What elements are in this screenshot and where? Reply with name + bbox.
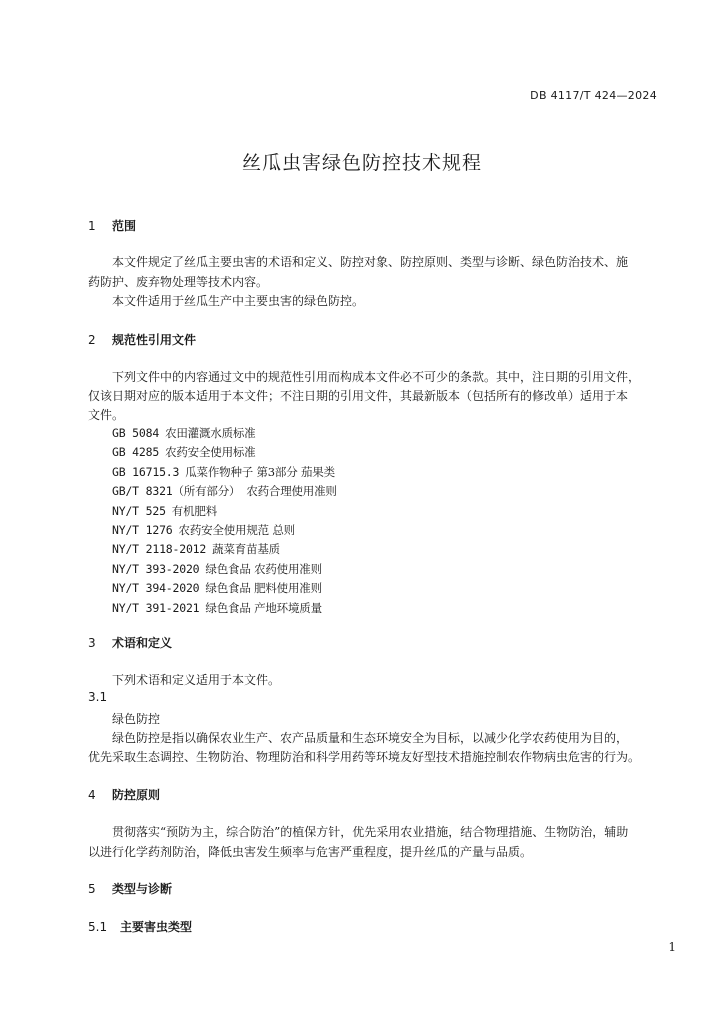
subsection-heading-main-pests xyxy=(88,918,192,935)
reference-item xyxy=(112,483,337,499)
reference-name: 农药合理使用准则 xyxy=(246,484,337,499)
reference-item xyxy=(112,580,322,596)
section-heading-scope xyxy=(88,217,136,234)
section-heading-principles xyxy=(88,786,160,803)
paragraph-line: 以进行化学药剂防治，降低虫害发生频率与危害严重程度，提升丝瓜的产量与品质。 xyxy=(88,845,533,859)
reference-code: GB 5084 xyxy=(112,426,160,440)
section-title: 规范性引用文件 xyxy=(112,333,197,347)
section-title: 防控原则 xyxy=(112,788,161,802)
reference-name: 绿色食品 农药使用准则 xyxy=(205,561,322,576)
section-title: 术语和定义 xyxy=(112,636,173,650)
reference-name: 有机肥料 xyxy=(171,503,217,518)
reference-code: NY/T 525 xyxy=(112,503,166,518)
reference-item xyxy=(112,561,322,577)
section-number: 1 xyxy=(88,219,96,233)
reference-code: GB 16715.3 xyxy=(112,464,180,479)
reference-code: NY/T 391-2021 xyxy=(112,600,200,615)
section-title: 类型与诊断 xyxy=(112,882,173,896)
standard-code: DB 4117/T 424—2024 xyxy=(530,89,657,102)
paragraph-line: 下列术语和定义适用于本文件。 xyxy=(112,673,281,687)
reference-item xyxy=(112,425,255,441)
subsection-number: 5.1 xyxy=(88,920,108,934)
reference-name: 农药安全使用规范 总则 xyxy=(178,523,295,537)
section-heading-normative-references xyxy=(88,331,196,348)
section-number: 2 xyxy=(88,333,96,347)
paragraph-line: 文件。 xyxy=(88,408,125,422)
reference-code: NY/T 393-2020 xyxy=(112,561,200,576)
section-heading-terms xyxy=(88,634,172,651)
paragraph-line: 优先采取生态调控、生物防治、物理防治和科学用药等环境友好型技术措施控制农作物病虫危害的行为。 xyxy=(88,750,641,764)
paragraph-line: 本文件适用于丝瓜生产中主要虫害的绿色防控。 xyxy=(112,294,365,308)
section-number: 5 xyxy=(88,882,96,896)
term-name: 绿色防控 xyxy=(112,712,161,726)
paragraph-line: 下列文件中的内容通过文中的规范性引用而构成本文件必不可少的条款。其中，注日期的引用文件， xyxy=(112,370,641,384)
reference-code: NY/T 2118-2012 xyxy=(112,542,207,557)
term-number: 3.1 xyxy=(88,690,108,704)
reference-item xyxy=(112,541,280,557)
paragraph-line: 贯彻落实“预防为主，综合防治”的植保方针，优先采用农业措施，结合物理措施、生物防治，辅助 xyxy=(112,825,629,839)
reference-name: 瓜菜作物种子 第3部分 茄果类 xyxy=(185,464,335,479)
reference-name: 农田灌溉水质标准 xyxy=(165,426,256,440)
paragraph-line: 绿色防控是指以确保农业生产、农产品质量和生态环境安全为目标，以减少化学农药使用为目的， xyxy=(112,731,629,745)
paragraph-line: 药防护、废弃物处理等技术内容。 xyxy=(88,275,269,289)
subsection-title: 主要害虫类型 xyxy=(120,920,193,934)
reference-code: NY/T 394-2020 xyxy=(112,581,200,596)
reference-name: 绿色食品 肥料使用准则 xyxy=(205,581,322,596)
reference-item xyxy=(112,503,217,519)
section-number: 4 xyxy=(88,788,96,802)
reference-code: GB 4285 xyxy=(112,445,160,460)
paragraph-line: 本文件规定了丝瓜主要虫害的术语和定义、防控对象、防控原则、类型与诊断、绿色防治技术、施 xyxy=(112,255,629,269)
section-number: 3 xyxy=(88,636,96,650)
page-number: 1 xyxy=(668,940,676,954)
reference-name: 绿色食品 产地环境质量 xyxy=(205,600,322,615)
reference-item xyxy=(112,444,255,460)
reference-item xyxy=(112,464,335,480)
reference-name: 农药安全使用标准 xyxy=(165,445,256,460)
paragraph-line: 仅该日期对应的版本适用于本文件；不注日期的引用文件，其最新版本（包括所有的修改单）适用于本 xyxy=(88,389,629,403)
reference-code: NY/T 1276 xyxy=(112,523,173,537)
document-title: 丝瓜虫害绿色防控技术规程 xyxy=(241,152,482,174)
section-title: 范围 xyxy=(112,219,137,233)
reference-code: GB/T 8321（所有部分） xyxy=(112,484,241,499)
reference-item xyxy=(112,600,322,616)
reference-name: 蔬菜育苗基质 xyxy=(212,542,280,557)
reference-item xyxy=(112,522,295,538)
section-heading-types-diagnosis xyxy=(88,880,172,897)
